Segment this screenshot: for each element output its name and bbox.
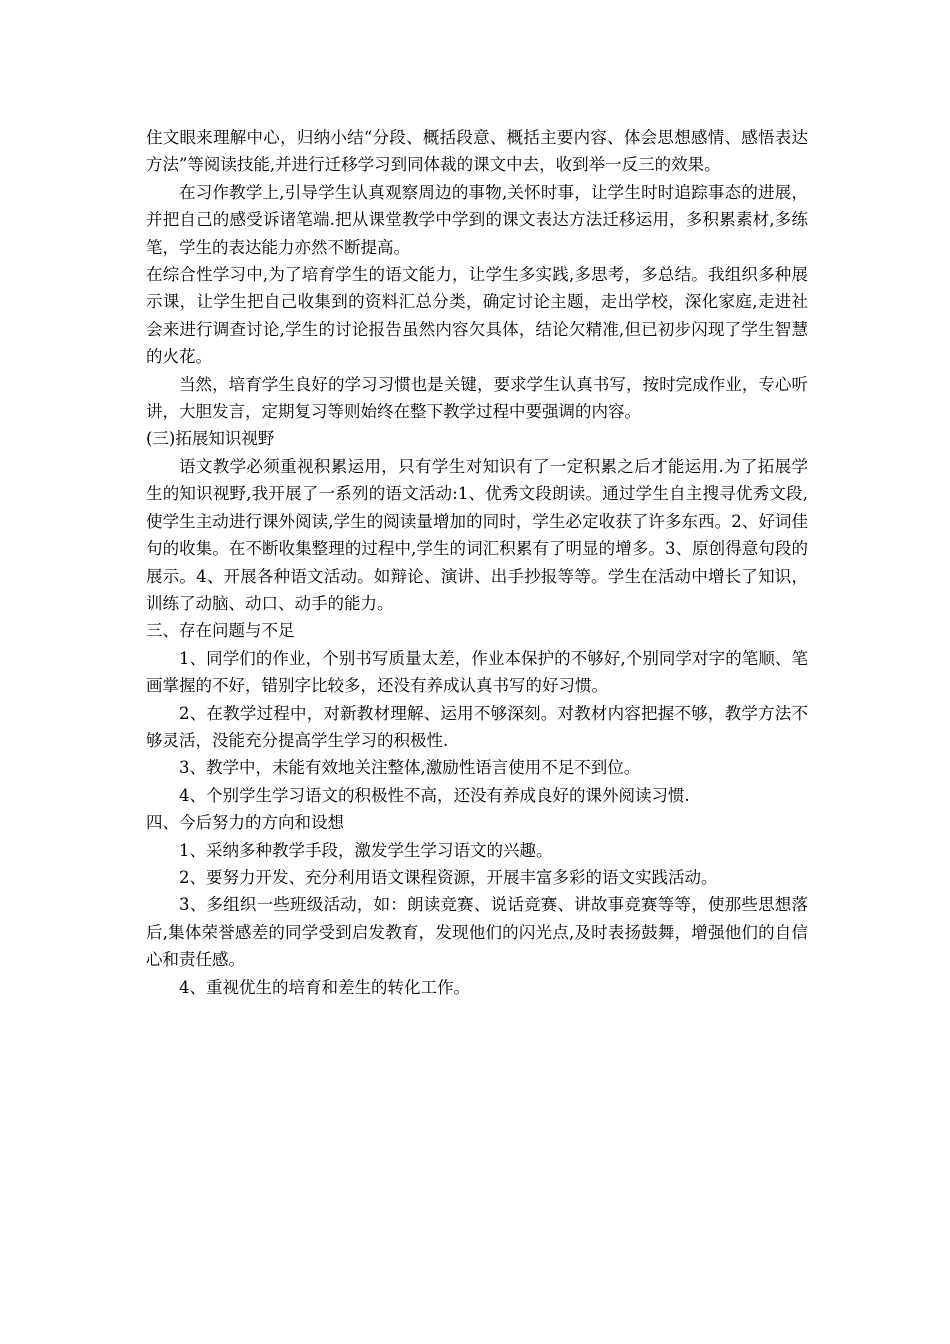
- paragraph-accumulation-activities: 语文教学必须重视积累运用，只有学生对知识有了一定积累之后才能运用.为了拓展学生的知识视野,我开展了一系列的语文活动:1、优秀文段朗读。通过学生自主搜寻优秀文段,使学生主动进行课外阅读,学生的阅读量增加的同时，学生必定收获了许多东西。2、好词佳句的收集。在不断收集整理的过程中,学生的词汇积累有了明显的增多。3、原创得意句段的展示。4、开展各种语文活动。如辩论、演讲、出手抄报等等。学生在活动中增长了知识，训练了动脑、动口、动手的能力。: [146, 456, 808, 613]
- section-heading-expand-knowledge: (三)拓展知识视野: [146, 429, 275, 449]
- paragraph-comprehensive-learning: 在综合性学习中,为了培育学生的语文能力，让学生多实践,多思考，多总结。我组织多种展示课，让学生把自己收集到的资料汇总分类，确定讨论主题，走出学校，深化家庭,走进社会来进行调查讨论,学生的讨论报告虽然内容欠具体，结论欠精准,但已初步闪现了学生智慧的火花。: [146, 265, 808, 367]
- list-item-plan-2: 2、要努力开发、充分利用语文课程资源，开展丰富多彩的语文实践活动。: [179, 867, 718, 887]
- document-body: [146, 124, 808, 1001]
- paragraph-reading-skills: 住文眼来理解中心，归纳小结“分段、概括段意、概括主要内容、体会思想感情、感悟表达方法”等阅读技能,并进行迁移学习到同体裁的课文中去，收到举一反三的效果。: [146, 128, 808, 175]
- list-item-problem-4: 4、个别学生学习语文的积极性不高，还没有养成良好的课外阅读习惯.: [179, 785, 690, 805]
- list-item-problem-1: 1、同学们的作业，个别书写质量太差，作业本保护的不够好,个别同学对字的笔顺、笔画掌握的不好，错别字比较多，还没有养成认真书写的好习惯。: [146, 648, 808, 696]
- paragraph-writing-teaching: 在习作教学上,引导学生认真观察周边的事物,关怀时事，让学生时时追踪事态的进展，并把自己的感受诉诸笔端.把从课堂教学中学到的课文表达方法迁移运用，多积累素材,多练笔，学生的表达能力亦然不断提高。: [146, 182, 808, 257]
- list-item-problem-3: 3、教学中，未能有效地关注整体,激励性语言使用不足不到位。: [179, 758, 641, 778]
- list-item-problem-2: 2、在教学过程中，对新教材理解、运用不够深刻。对教材内容把握不够，教学方法不够灵活，没能充分提高学生学习的积极性.: [146, 703, 808, 750]
- section-heading-future-plans: 四、今后努力的方向和设想: [146, 813, 344, 833]
- list-item-plan-3: 3、多组织一些班级活动，如：朗读竞赛、说话竞赛、讲故事竞赛等等，使那些思想落后,集体荣誉感差的同学受到启发教育，发现他们的闪光点,及时表扬鼓舞，增强他们的自信心和责任感。: [146, 895, 808, 970]
- list-item-plan-4: 4、重视优生的培育和差生的转化工作。: [179, 977, 470, 997]
- list-item-plan-1: 1、采纳多种教学手段，激发学生学习语文的兴趣。: [179, 840, 553, 860]
- section-heading-problems: 三、存在问题与不足: [146, 621, 295, 641]
- paragraph-study-habits: 当然，培育学生良好的学习习惯也是关键，要求学生认真书写，按时完成作业，专心听讲，大胆发言，定期复习等则始终在整下教学过程中要强调的内容。: [146, 374, 808, 422]
